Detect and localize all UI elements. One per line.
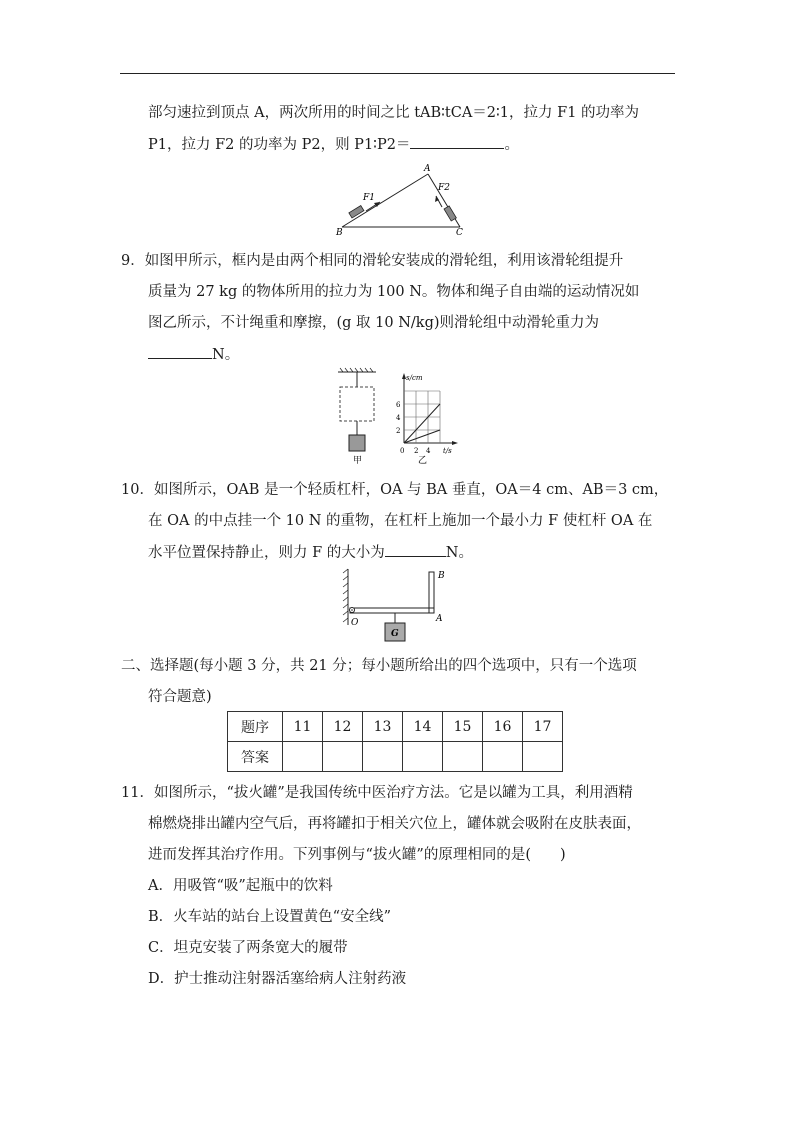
x-tick-0: 0 — [400, 447, 405, 455]
answer-table — [227, 711, 563, 772]
lever-figure — [340, 565, 460, 647]
q11-option-a[interactable]: A．用吸管“吸”起瓶中的饮料 — [148, 878, 333, 894]
answer-cell[interactable] — [523, 742, 563, 772]
q9-line-4 — [148, 344, 239, 365]
q11-line-3: 进而发挥其治疗作用。下列事例与“拔火罐”的原理相同的是( ) — [148, 847, 566, 863]
q10-line-3-end: N。 — [445, 545, 473, 561]
label-a: A — [424, 164, 431, 174]
answer-table-row-numbers — [228, 712, 563, 742]
q8-line-2 — [148, 134, 519, 155]
caption-jia: 甲 — [353, 456, 363, 466]
section2-line-1: 二、选择题(每小题 3 分，共 21 分；每小题所给出的四个选项中，只有一个选项 — [121, 658, 637, 674]
x-tick-4: 4 — [426, 447, 431, 455]
lever-arm-ab — [429, 572, 434, 613]
label-a: A — [436, 614, 443, 624]
y-axis-label: s/cm — [406, 374, 423, 382]
q11-line-2: 棉燃烧排出罐内空气后，再将罐扣于相关穴位上，罐体就会吸附在皮肤表面， — [148, 816, 641, 832]
section2-line-2: 符合题意) — [148, 689, 212, 705]
block-right — [444, 206, 456, 221]
label-g: G — [391, 629, 399, 639]
q10-line-3 — [148, 542, 473, 563]
answer-table-row-answers — [228, 742, 563, 772]
label-f2: F2 — [438, 183, 450, 193]
pulley-figure — [334, 367, 462, 467]
x-axis-label: t/s — [443, 447, 452, 455]
answer-table-number: 15 — [443, 712, 483, 742]
answer-table-number: 17 — [523, 712, 563, 742]
q10-line-3-text: 水平位置保持静止，则力 F 的大小为 — [148, 545, 385, 561]
label-o: O — [351, 618, 359, 628]
answer-cell[interactable] — [363, 742, 403, 772]
answer-table-number: 12 — [323, 712, 363, 742]
incline-left-slope — [342, 174, 428, 227]
q10-line-2: 在 OA 的中点挂一个 10 N 的重物，在杠杆上施加一个最小力 F 使杠杆 OA 在 — [148, 513, 653, 529]
q8-line-1: 部匀速拉到顶点 A，两次所用的时间之比 tAB∶tCA＝2∶1，拉力 F1 的功率为 — [148, 105, 640, 121]
answer-table-header-number: 题序 — [228, 712, 283, 742]
incline-figure — [330, 162, 470, 236]
answer-table-number: 14 — [403, 712, 443, 742]
weight-block — [349, 435, 365, 451]
answer-cell[interactable] — [403, 742, 443, 772]
q9-line-4-end: N。 — [212, 347, 240, 363]
q8-answer-blank[interactable] — [410, 134, 504, 149]
answer-cell[interactable] — [443, 742, 483, 772]
q9-line-1: 9．如图甲所示，框内是由两个相同的滑轮安装成的滑轮组，利用该滑轮组提升 — [121, 253, 624, 269]
q9-line-2: 质量为 27 kg 的物体所用的拉力为 100 N。物体和绳子自由端的运动情况如 — [148, 284, 640, 300]
block-left — [349, 206, 364, 218]
x-tick-2: 2 — [414, 447, 419, 455]
q8-line-2-text: P1，拉力 F2 的功率为 P2，则 P1∶P2＝ — [148, 137, 411, 153]
y-tick-6: 6 — [396, 401, 401, 409]
grid — [404, 391, 440, 443]
answer-cell[interactable] — [483, 742, 523, 772]
q11-option-d[interactable]: D．护士推动注射器活塞给病人注射药液 — [148, 971, 407, 987]
answer-cell[interactable] — [323, 742, 363, 772]
q8-line-2-end: 。 — [504, 137, 519, 153]
answer-table-number: 11 — [283, 712, 323, 742]
lever-arm-oa — [350, 608, 434, 613]
label-f1: F1 — [363, 193, 375, 203]
label-c: C — [456, 228, 463, 236]
pulley-box — [340, 387, 374, 421]
y-tick-2: 2 — [396, 427, 401, 435]
answer-cell[interactable] — [283, 742, 323, 772]
answer-table-number: 13 — [363, 712, 403, 742]
q11-line-1: 11．如图所示，“拔火罐”是我国传统中医治疗方法。它是以罐为工具，利用酒精 — [121, 785, 633, 801]
label-b: B — [336, 228, 343, 236]
q10-line-1: 10．如图所示，OAB 是一个轻质杠杆，OA 与 BA 垂直，OA＝4 cm、AB＝3 cm， — [121, 482, 669, 498]
q9-line-3: 图乙所示，不计绳重和摩擦，(g 取 10 N/kg)则滑轮组中动滑轮重力为 — [148, 315, 600, 331]
q9-answer-blank[interactable] — [148, 344, 212, 359]
q10-answer-blank[interactable] — [385, 542, 446, 557]
ceiling-hatch — [340, 368, 373, 372]
q11-option-b[interactable]: B．火车站的站台上设置黄色“安全线” — [148, 909, 391, 925]
answer-table-number: 16 — [483, 712, 523, 742]
header-rule — [120, 73, 675, 74]
q11-option-c[interactable]: C．坦克安装了两条宽大的履带 — [148, 940, 348, 956]
st-graph — [396, 373, 458, 466]
answer-table-header-answer: 答案 — [228, 742, 283, 772]
wall-hatch — [343, 569, 348, 622]
label-b: B — [438, 571, 445, 581]
caption-yi: 乙 — [418, 456, 428, 466]
y-tick-4: 4 — [396, 414, 401, 422]
rope-free-end-line — [404, 404, 440, 443]
